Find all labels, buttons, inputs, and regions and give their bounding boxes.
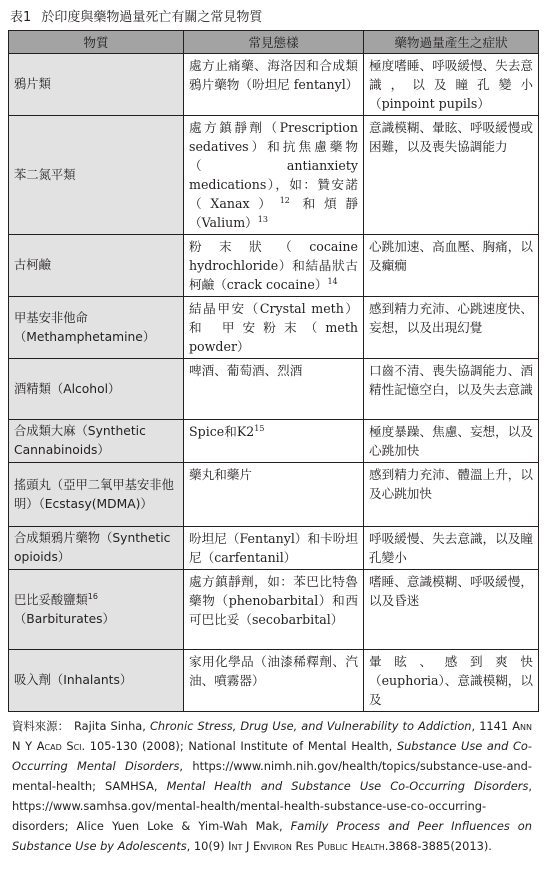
forms-cell <box>184 570 364 650</box>
table-row <box>9 297 539 359</box>
symptoms-cell <box>364 297 539 359</box>
substance-cell <box>9 54 184 116</box>
forms-cell <box>184 359 364 420</box>
table-row <box>9 116 539 235</box>
forms-cell <box>184 650 364 712</box>
symptoms-cell <box>364 527 539 570</box>
substance-cell <box>9 420 184 463</box>
table-number: 表1 <box>10 10 32 25</box>
substance-label: 酒精類（Alcohol） <box>14 381 121 396</box>
footnote-ref: 16 <box>87 591 98 601</box>
forms-text: 藥丸和藥片 <box>189 467 252 482</box>
source-label: 資料來源： <box>12 719 69 733</box>
source-note <box>12 716 532 856</box>
substance-cell <box>9 570 184 650</box>
symptoms-text: 極度嗜睡、呼吸緩慢、失去意識，以及瞳孔變小（pinpoint pupils） <box>369 58 533 111</box>
symptoms-text: 口齒不清、喪失協調能力、酒精性記憶空白，以及失去意識 <box>369 363 533 397</box>
substance-cell <box>9 235 184 297</box>
symptoms-cell <box>364 359 539 420</box>
substance-label: 古柯鹼 <box>14 258 51 272</box>
symptoms-cell <box>364 570 539 650</box>
footnote-ref: 15 <box>254 423 265 433</box>
table-row <box>9 235 539 297</box>
table-row <box>9 527 539 570</box>
symptoms-text: 感到精力充沛、體溫上升，以及心跳加快 <box>369 467 533 501</box>
forms-text: 處方止痛藥、海洛因和合成類鴉片藥物（吩坦尼 fentanyl） <box>189 58 359 92</box>
table-row <box>9 570 539 650</box>
header-symptoms: 藥物過量產生之症狀 <box>364 31 539 54</box>
symptoms-cell <box>364 235 539 297</box>
symptoms-text: 呼吸緩慢、失去意識，以及瞳孔變小 <box>369 531 533 565</box>
forms-text: 處方鎮靜劑，如：苯巴比特魯藥物（phenobarbital）和西可巴比妥（secobarbital） <box>189 574 358 627</box>
substance-table <box>8 30 539 712</box>
table-header-row <box>9 31 539 54</box>
forms-text: 家用化學品（油漆稀釋劑、汽油、噴霧器） <box>189 654 358 688</box>
symptoms-text: 意識模糊、暈眩、呼吸緩慢或困難，以及喪失協調能力 <box>369 120 533 154</box>
source-text: Rajita Sinha, Chronic Stress, Drug Use, and Vulnerability to Addiction, 1141 Ann N Y Acad Sci. 105-130 (2008); National Institute of Mental Health, Substance Use and Co-Occurring Mental Disorders, https://www.nimh.nih.gov/health/topics/substance-use-and-mental-health; SAMHSA, Mental Health and Substance Use Co-Occurring Disorders, https://www.samhsa.gov/mental-health/mental-health-substance-use-co-occurring-disorders; Alice Yuen Loke & Yim-Wah Mak, Family Process and Peer Influences on Substance Use by Adolescents, 10(9) Int J Environ Res Public Health.3868-3885(2013). <box>12 719 533 853</box>
substance-label: 巴比妥酸鹽類 <box>14 592 88 607</box>
substance-label: 鴉片類 <box>14 77 51 91</box>
table-title: 於印度與藥物過量死亡有關之常見物質 <box>41 10 263 25</box>
symptoms-text: 極度暴躁、焦慮、妄想，以及心跳加快 <box>369 424 533 458</box>
forms-cell <box>184 235 364 297</box>
header-forms: 常見態樣 <box>184 31 364 54</box>
footnote-ref: 12 <box>279 195 290 205</box>
forms-text: 粉末狀（cocaine hydrochloride）和結晶狀古柯鹼（crack cocaine） <box>189 239 358 292</box>
substance-cell <box>9 463 184 527</box>
substance-label: （Barbiturates） <box>14 611 115 626</box>
substance-label: 搖頭丸（亞甲二氧甲基安非他明）（Ecstasy(MDMA)） <box>14 477 174 511</box>
symptoms-cell <box>364 650 539 712</box>
substance-cell <box>9 297 184 359</box>
header-substance: 物質 <box>9 31 184 54</box>
substance-cell <box>9 527 184 570</box>
symptoms-cell <box>364 463 539 527</box>
footnote-ref: 14 <box>327 276 338 286</box>
symptoms-cell <box>364 116 539 235</box>
symptoms-text: 心跳加速、高血壓、胸痛，以及癲癇 <box>369 239 533 273</box>
forms-cell <box>184 527 364 570</box>
symptoms-text: 感到精力充沛、心跳速度快、妄想，以及出現幻覺 <box>369 301 533 335</box>
substance-label: 合成類鴉片藥物（Synthetic opioids） <box>14 531 171 564</box>
table-row <box>9 359 539 420</box>
substance-label: 甲基安非他命（Methamphetamine） <box>14 310 156 344</box>
symptoms-text: 暈眩、感到爽快（euphoria）、意識模糊，以及 <box>369 654 533 707</box>
substance-label: 合成類大麻（Synthetic Cannabinoids） <box>14 424 146 457</box>
forms-text: 結晶甲安（Crystal meth）和 甲安粉末（meth powder） <box>189 301 358 354</box>
table-row <box>9 463 539 527</box>
forms-text: 處方鎮靜劑（Prescription sedatives）和抗焦慮藥物（antianxiety medications），如：贊安諾（Xanax） <box>189 120 358 211</box>
symptoms-text: 嗜睡、意識模糊、呼吸緩慢，以及昏迷 <box>369 574 533 608</box>
forms-cell <box>184 420 364 463</box>
table-row <box>9 650 539 712</box>
substance-label: 吸入劑（Inhalants） <box>14 673 133 687</box>
forms-text: 和煩靜（Valium） <box>189 196 358 230</box>
forms-cell <box>184 116 364 235</box>
table-row <box>9 420 539 463</box>
substance-cell <box>9 359 184 420</box>
symptoms-cell <box>364 54 539 116</box>
forms-cell <box>184 463 364 527</box>
substance-label: 苯二氮平類 <box>14 167 76 182</box>
substance-cell <box>9 650 184 712</box>
table-caption <box>10 6 262 25</box>
forms-cell <box>184 297 364 359</box>
symptoms-cell <box>364 420 539 463</box>
forms-text: 啤酒、葡萄酒、烈酒 <box>189 363 303 378</box>
footnote-ref: 13 <box>257 214 268 224</box>
forms-text: 吩坦尼（Fentanyl）和卡吩坦尼（carfentanil） <box>189 531 358 565</box>
forms-text: Spice和K2 <box>189 424 255 439</box>
table-row <box>9 54 539 116</box>
forms-cell <box>184 54 364 116</box>
substance-cell <box>9 116 184 235</box>
